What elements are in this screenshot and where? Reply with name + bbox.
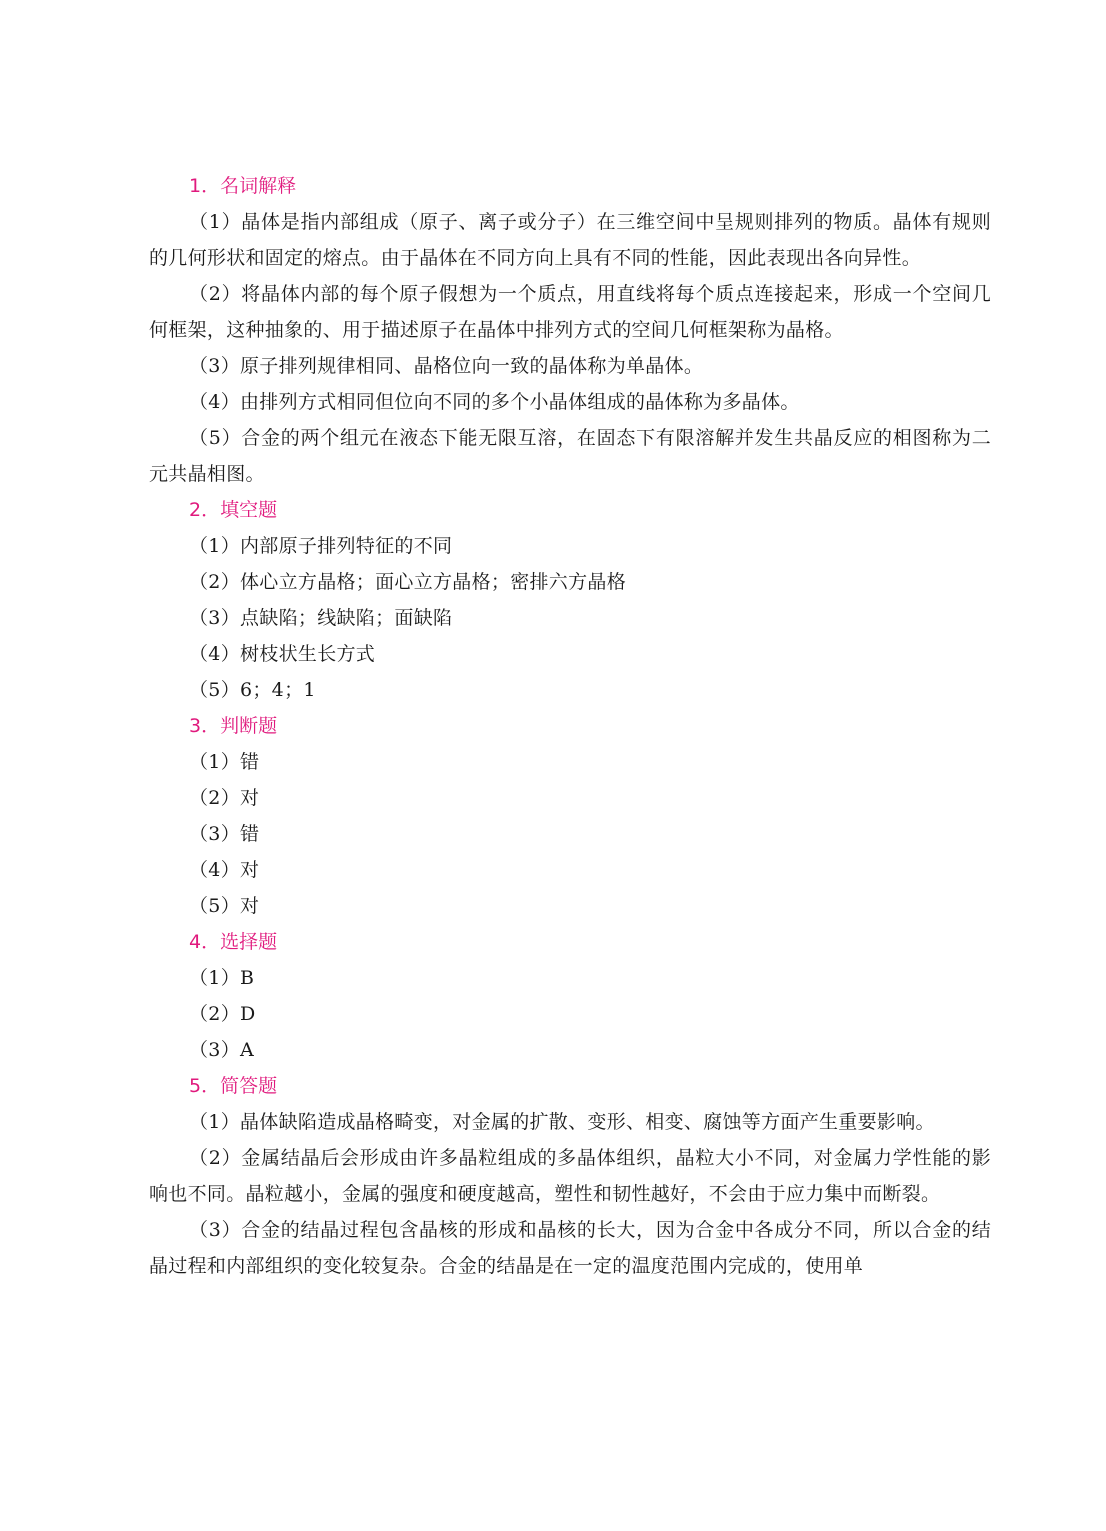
list-item: （1）内部原子排列特征的不同: [189, 535, 453, 557]
document-body: [149, 168, 991, 1284]
paragraph-polycrystal: （4）由排列方式相同但位向不同的多个小晶体组成的晶体称为多晶体。: [189, 391, 800, 413]
paragraph-eutectic: （5）合金的两个组元在液态下能无限互溶，在固态下有限溶解并发生共晶反应的相图称为二元共晶相图。: [149, 427, 991, 485]
list-item: （3）错: [189, 823, 260, 845]
paragraph-single-crystal: （3）原子排列规律相同、晶格位向一致的晶体称为单晶体。: [189, 355, 704, 377]
paragraph-defects: （1）晶体缺陷造成晶格畸变，对金属的扩散、变形、相变、腐蚀等方面产生重要影响。: [189, 1111, 935, 1133]
list-item: （2）D: [189, 1003, 256, 1025]
paragraph-crystal: （1）晶体是指内部组成（原子、离子或分子）在三维空间中呈规则排列的物质。晶体有规则的几何形状和固定的熔点。由于晶体在不同方向上具有不同的性能，因此表现出各向异性。: [149, 211, 991, 269]
section-heading-short-answer: 5．简答题: [189, 1075, 278, 1097]
paragraph-lattice: （2）将晶体内部的每个原子假想为一个质点，用直线将每个质点连接起来，形成一个空间几何框架，这种抽象的、用于描述原子在晶体中排列方式的空间几何框架称为晶格。: [149, 283, 991, 341]
list-item: （3）A: [189, 1039, 255, 1061]
list-item: （1）错: [189, 751, 260, 773]
section-heading-multiple-choice: 4．选择题: [189, 931, 278, 953]
paragraph-grain-size: （2）金属结晶后会形成由许多晶粒组成的多晶体组织，晶粒大小不同，对金属力学性能的影响也不同。晶粒越小，金属的强度和硬度越高，塑性和韧性越好，不会由于应力集中而断裂。: [149, 1147, 991, 1205]
list-item: （2）对: [189, 787, 260, 809]
list-item: （5）6；4；1: [189, 679, 316, 701]
section-heading-fill-blank: 2．填空题: [189, 499, 278, 521]
paragraph-alloy-crystallization: （3）合金的结晶过程包含晶核的形成和晶核的长大，因为合金中各成分不同，所以合金的结晶过程和内部组织的变化较复杂。合金的结晶是在一定的温度范围内完成的，使用单: [149, 1219, 991, 1277]
list-item: （1）B: [189, 967, 255, 989]
list-item: （3）点缺陷；线缺陷；面缺陷: [189, 607, 453, 629]
list-item: （2）体心立方晶格；面心立方晶格；密排六方晶格: [189, 571, 626, 593]
list-item: （4）对: [189, 859, 260, 881]
section-heading-terms: 1．名词解释: [189, 175, 297, 197]
section-heading-true-false: 3．判断题: [189, 715, 278, 737]
list-item: （5）对: [189, 895, 260, 917]
list-item: （4）树枝状生长方式: [189, 643, 376, 665]
